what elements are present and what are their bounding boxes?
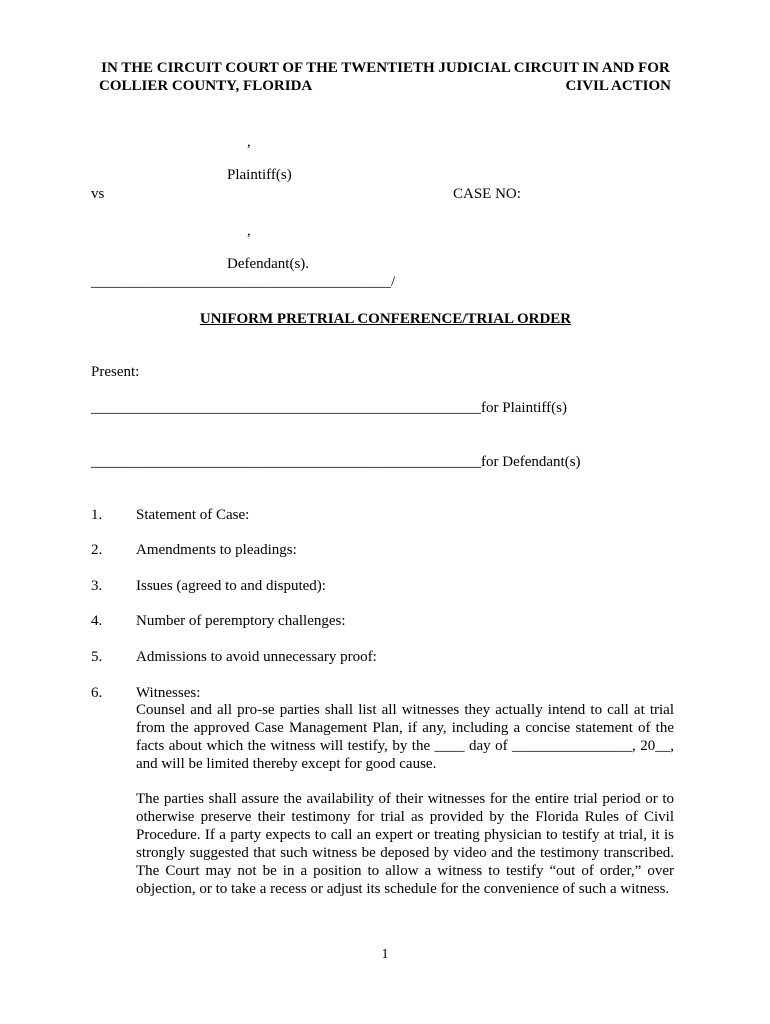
present-label: Present: (91, 364, 140, 380)
vs-label: vs (91, 186, 105, 202)
item-number: 1. (91, 507, 103, 523)
item-label: Statement of Case: (136, 507, 250, 523)
order-title: UNIFORM PRETRIAL CONFERENCE/TRIAL ORDER (199, 311, 572, 327)
item-label: Number of peremptory challenges: (136, 613, 346, 629)
plaintiff-label: Plaintiff(s) (227, 167, 292, 183)
item-number: 6. (91, 685, 103, 701)
plaintiff-counsel-line: ____________________________________________________for Plaintiff(s) (91, 400, 567, 416)
item-number: 5. (91, 649, 103, 665)
court-heading-line1: IN THE CIRCUIT COURT OF THE TWENTIETH JUDICIAL CIRCUIT IN AND FOR (101, 60, 670, 76)
witness-paragraph-1: Counsel and all pro-se parties shall list all witnesses they actually intend to call at trial from the approved Case Management Plan, if any, including a concise statement of the facts about which the witness will testify, by the ____ day of ________________, 20__, and will be limited thereby except for good cause. (136, 702, 674, 772)
county-label: COLLIER COUNTY, FLORIDA (99, 78, 313, 94)
plaintiff-comma: , (247, 134, 251, 150)
item-number: 2. (91, 542, 103, 558)
item-label: Amendments to pleadings: (136, 542, 297, 558)
caption-rule-line: ________________________________________/ (91, 274, 396, 290)
defendant-label: Defendant(s). (227, 256, 310, 272)
defendant-comma: , (247, 223, 251, 239)
item-label: Witnesses: (136, 685, 201, 701)
item-number: 4. (91, 613, 103, 629)
witness-paragraph-2: The parties shall assure the availability of their witnesses for the entire trial period or to otherwise preserve their testimony for trial as provided by the Florida Rules of Civil Procedure. If a party expects to call an expert or treating physician to testify at trial, it is strongly suggested that such witness be deposed by video and the testimony transcribed. The Court may not be in a position to allow a witness to testify “out of order,” over objection, or to take a recess or adjust its schedule for the convenience of such a witness. (136, 791, 674, 897)
page-number: 1 (381, 947, 389, 962)
item-number: 3. (91, 578, 103, 594)
item-label: Admissions to avoid unnecessary proof: (136, 649, 377, 665)
case-number-label: CASE NO: (453, 186, 521, 202)
defendant-counsel-line: ____________________________________________________for Defendant(s) (91, 454, 581, 470)
civil-action-label: CIVIL ACTION (565, 78, 671, 94)
item-label: Issues (agreed to and disputed): (136, 578, 326, 594)
